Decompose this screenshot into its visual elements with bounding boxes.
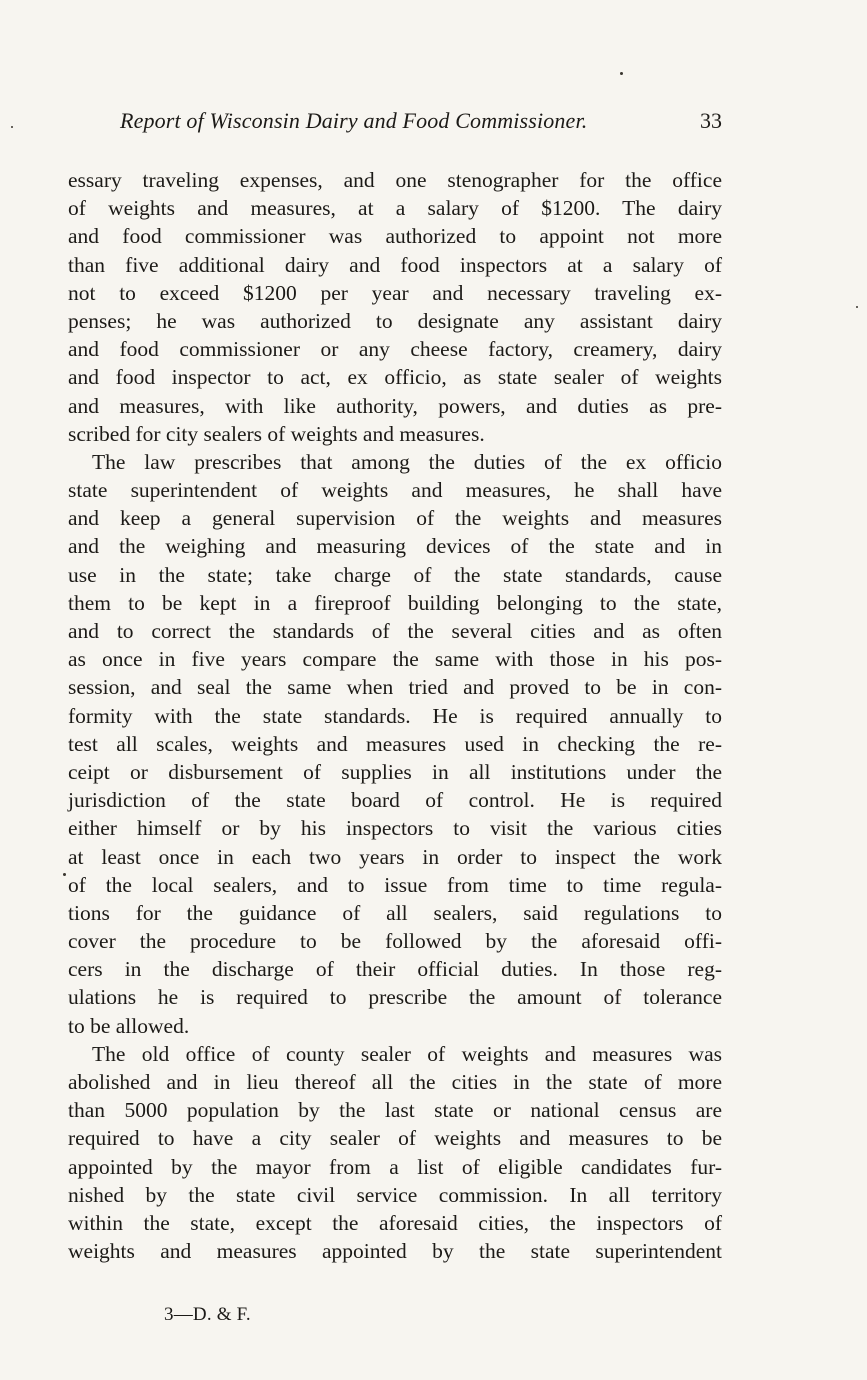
text-line: them to be kept in a fireproof building belonging to the state, [68,590,722,615]
text-line: cover the procedure to be followed by the aforesaid offi- [68,929,722,954]
text-line: jurisdiction of the state board of control. He is required [68,788,722,813]
text-line: use in the state; take charge of the state standards, cause [68,562,722,587]
text-line: not to exceed $1200 per year and necessary traveling ex- [68,280,722,305]
text-line: The old office of county sealer of weights and measures was [92,1041,722,1066]
text-line: at least once in each two years in order to inspect the work [68,844,722,869]
text-line: cers in the discharge of their official duties. In those reg- [68,957,722,982]
text-line: and the weighing and measuring devices of the state and in [68,534,722,559]
scan-speck [856,306,858,308]
paragraph [68,448,722,1040]
text-line: than 5000 population by the last state or national census are [68,1098,722,1123]
text-line: The law prescribes that among the duties of the ex officio [92,449,722,474]
text-line: required to have a city sealer of weights and measures to be [68,1126,722,1151]
body-text [68,166,722,1265]
text-line: nished by the state civil service commission. In all territory [68,1182,722,1207]
text-line: abolished and in lieu thereof all the cities in the state of more [68,1070,722,1094]
text-line: scribed for city sealers of weights and measures. [68,421,485,446]
text-line: session, and seal the same when tried and proved to be in con- [68,675,722,700]
text-line: within the state, except the aforesaid cities, the inspectors of [68,1210,722,1235]
text-line: penses; he was authorized to designate any assistant dairy [68,308,722,333]
text-line: of weights and measures, at a salary of $1200. The dairy [68,196,722,221]
page-number: 33 [700,108,722,133]
scan-speck [620,72,623,75]
scan-speck [63,873,66,876]
running-header [68,108,722,140]
text-line: ulations he is required to prescribe the amount of tolerance [68,985,722,1010]
text-line: ceipt or disbursement of supplies in all institutions under the [68,759,722,784]
text-line: and food commissioner was authorized to appoint not more [68,224,722,249]
paragraph [68,166,722,448]
signature-mark: 3—D. & F. [164,1304,251,1325]
text-line: appointed by the mayor from a list of eligible candidates fur- [68,1154,722,1179]
text-line: and food inspector to act, ex officio, as state sealer of weights [68,365,722,390]
text-line: formity with the state standards. He is required annually to [68,703,722,728]
running-header-title: Report of Wisconsin Dairy and Food Commissioner. [120,108,588,133]
text-line: as once in five years compare the same with those in his pos- [68,647,722,672]
text-line: weights and measures appointed by the state superintendent [68,1239,722,1264]
text-line: and food commissioner or any cheese factory, creamery, dairy [68,337,722,362]
text-line: test all scales, weights and measures used in checking the re- [68,731,722,756]
text-line: state superintendent of weights and measures, he shall have [68,478,722,503]
text-line: of the local sealers, and to issue from time to time regula- [68,872,722,897]
text-line: to be allowed. [68,1013,190,1038]
text-line: and to correct the standards of the several cities and as often [68,619,722,643]
text-line: and keep a general supervision of the weights and measures [68,506,722,531]
text-line: either himself or by his inspectors to visit the various cities [68,816,722,841]
text-line: tions for the guidance of all sealers, said regulations to [68,900,722,925]
scan-speck [11,126,13,128]
text-line: and measures, with like authority, powers, and duties as pre- [68,393,722,418]
text-line: essary traveling expenses, and one stenographer for the office [68,168,722,192]
text-line: than five additional dairy and food inspectors at a salary of [68,252,722,277]
paragraph [68,1040,722,1266]
